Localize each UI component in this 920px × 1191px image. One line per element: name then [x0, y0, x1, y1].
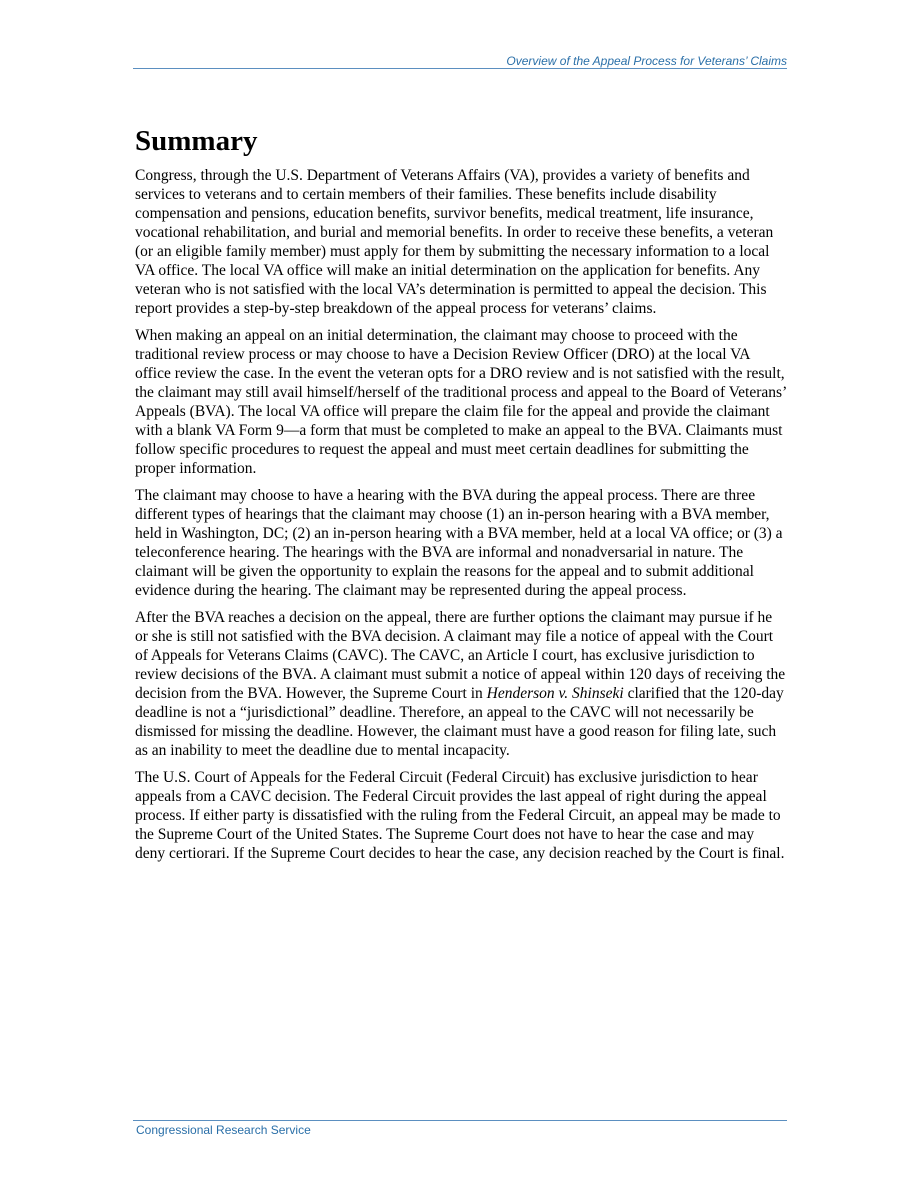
paragraph-4-text-after-case: clarified that the 120-day deadline is not a “jurisdictional” deadline. Therefore, an appeal to the CAVC will not necessarily be dismissed for missing the deadline. However, the claimant must have a good reason for filing late, such as an inability to meet the deadline due to mental incapacity. [135, 685, 784, 759]
summary-paragraph-4 [135, 608, 787, 760]
summary-paragraph-2: When making an appeal on an initial determination, the claimant may choose to proceed with the traditional review process or may choose to have a Decision Review Officer (DRO) at the local VA office review the case. In the event the veteran opts for a DRO review and is not satisfied with the result, the claimant may still avail himself/herself of the traditional process and appeal to the Board of Veterans’ Appeals (BVA). The local VA office will prepare the claim file for the appeal and provide the claimant with a blank VA Form 9—a form that must be completed to make an appeal to the BVA. Claimants must follow specific procedures to request the appeal and must meet certain deadlines for submitting the proper information. [135, 327, 787, 477]
summary-paragraph-5: The U.S. Court of Appeals for the Federal Circuit (Federal Circuit) has exclusive jurisdiction to hear appeals from a CAVC decision. The Federal Circuit provides the last appeal of right during the appeal process. If either party is dissatisfied with the ruling from the Federal Circuit, an appeal may be made to the Supreme Court of the United States. The Supreme Court does not have to hear the case and may deny certiorari. If the Supreme Court decides to hear the case, any decision reached by the Court is final. [135, 769, 785, 862]
summary-paragraph-3: The claimant may choose to have a hearing with the BVA during the appeal process. There are three different types of hearings that the claimant may choose (1) an in-person hearing with a BVA member, held in Washington, DC; (2) an in-person hearing with a BVA member, held at a local VA office; or (3) a teleconference hearing. The hearings with the BVA are informal and nonadversarial in nature. The claimant will be given the opportunity to explain the reasons for the appeal and to submit additional evidence during the hearing. The claimant may be represented during the appeal process. [135, 487, 783, 599]
paragraph-4-text-before-case: After the BVA reaches a decision on the appeal, there are further options the claimant may pursue if he or she is still not satisfied with the BVA decision. A claimant may file a notice of appeal with the Court of Appeals for Veterans Claims (CAVC). The CAVC, an Article I court, has exclusive jurisdiction to review decisions of the BVA. A claimant must submit a notice of appeal within 120 days of receiving the decision from the BVA. However, the Supreme Court in [135, 609, 786, 702]
running-footer: Congressional Research Service [136, 1123, 311, 1137]
summary-body [135, 166, 787, 871]
case-name: Henderson v. Shinseki [486, 685, 624, 702]
summary-paragraph-1: Congress, through the U.S. Department of Veterans Affairs (VA), provides a variety of benefits and services to veterans and to certain members of their families. These benefits include disability compensation and pensions, education benefits, survivor benefits, medical treatment, life insurance, vocational rehabilitation, and burial and memorial benefits. In order to receive these benefits, a veteran (or an eligible family member) must apply for them by submitting the necessary information to a local VA office. The local VA office will make an initial determination on the application for benefits. Any veteran who is not satisfied with the local VA’s determination is permitted to appeal the decision. This report provides a step-by-step breakdown of the appeal process for veterans’ claims. [135, 167, 774, 317]
running-header: Overview of the Appeal Process for Veterans’ Claims [506, 54, 787, 68]
footer-rule [133, 1120, 787, 1121]
header-rule [133, 68, 787, 69]
section-heading: Summary [135, 125, 258, 157]
